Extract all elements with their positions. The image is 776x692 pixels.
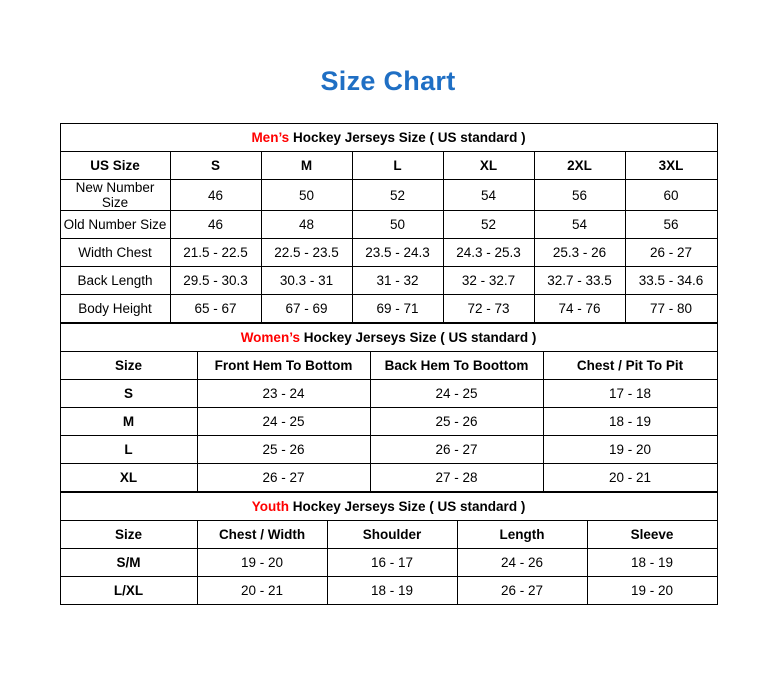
- row-label: S: [60, 380, 197, 408]
- table-cell: 77 - 80: [625, 295, 717, 323]
- row-label: L: [60, 436, 197, 464]
- youth-banner-rest: Hockey Jerseys Size ( US standard ): [288, 499, 526, 514]
- table-cell: 46: [170, 211, 261, 239]
- table-cell: 18 - 19: [543, 408, 717, 436]
- table-cell: 24.3 - 25.3: [443, 239, 534, 267]
- mens-header-cell: 2XL: [534, 152, 625, 180]
- mens-size-table: [60, 123, 718, 323]
- table-cell: 26 - 27: [197, 464, 370, 492]
- table-cell: 50: [352, 211, 443, 239]
- mens-header-cell: XL: [443, 152, 534, 180]
- table-cell: 22.5 - 23.5: [261, 239, 352, 267]
- table-row: [60, 267, 717, 295]
- mens-banner-rest: Hockey Jerseys Size ( US standard ): [289, 130, 526, 145]
- row-label: S/M: [60, 549, 197, 577]
- table-cell: 60: [625, 180, 717, 211]
- table-cell: 31 - 32: [352, 267, 443, 295]
- table-cell: 27 - 28: [370, 464, 543, 492]
- youth-size-table: [60, 492, 718, 605]
- youth-header-cell: Chest / Width: [197, 521, 327, 549]
- womens-header-cell: Size: [60, 352, 197, 380]
- mens-banner-accent: Men’s: [251, 130, 290, 145]
- table-row: [60, 436, 717, 464]
- table-cell: 25.3 - 26: [534, 239, 625, 267]
- table-row: [60, 464, 717, 492]
- table-row: [60, 295, 717, 323]
- row-label: L/XL: [60, 577, 197, 605]
- mens-header-cell: 3XL: [625, 152, 717, 180]
- table-cell: 26 - 27: [457, 577, 587, 605]
- mens-banner: [60, 124, 717, 152]
- table-cell: 19 - 20: [197, 549, 327, 577]
- table-cell: 67 - 69: [261, 295, 352, 323]
- table-cell: 20 - 21: [197, 577, 327, 605]
- table-cell: 46: [170, 180, 261, 211]
- row-label: M: [60, 408, 197, 436]
- table-cell: 30.3 - 31: [261, 267, 352, 295]
- table-cell: 54: [534, 211, 625, 239]
- table-cell: 26 - 27: [370, 436, 543, 464]
- youth-banner: [60, 493, 717, 521]
- table-cell: 18 - 19: [587, 549, 717, 577]
- size-chart-tables: [60, 123, 717, 605]
- row-label: Back Length: [60, 267, 170, 295]
- table-cell: 52: [443, 211, 534, 239]
- table-cell: 32 - 32.7: [443, 267, 534, 295]
- table-cell: 25 - 26: [370, 408, 543, 436]
- table-cell: 24 - 26: [457, 549, 587, 577]
- youth-header-cell: Sleeve: [587, 521, 717, 549]
- mens-header-cell: L: [352, 152, 443, 180]
- mens-header-cell: S: [170, 152, 261, 180]
- youth-banner-accent: Youth: [251, 499, 289, 514]
- table-header-row: [60, 352, 717, 380]
- youth-header-cell: Size: [60, 521, 197, 549]
- youth-header-cell: Shoulder: [327, 521, 457, 549]
- womens-header-cell: Chest / Pit To Pit: [543, 352, 717, 380]
- table-cell: 16 - 17: [327, 549, 457, 577]
- table-cell: 69 - 71: [352, 295, 443, 323]
- table-cell: 23 - 24: [197, 380, 370, 408]
- table-row: [60, 180, 717, 211]
- table-cell: 17 - 18: [543, 380, 717, 408]
- table-header-row: [60, 521, 717, 549]
- table-banner-row: [60, 493, 717, 521]
- row-label: Width Chest: [60, 239, 170, 267]
- table-header-row: [60, 152, 717, 180]
- table-row: [60, 549, 717, 577]
- row-label: Old Number Size: [60, 211, 170, 239]
- table-cell: 18 - 19: [327, 577, 457, 605]
- table-cell: 56: [625, 211, 717, 239]
- mens-header-cell: M: [261, 152, 352, 180]
- table-cell: 20 - 21: [543, 464, 717, 492]
- table-cell: 50: [261, 180, 352, 211]
- table-banner-row: [60, 324, 717, 352]
- table-cell: 19 - 20: [543, 436, 717, 464]
- table-row: [60, 408, 717, 436]
- table-cell: 29.5 - 30.3: [170, 267, 261, 295]
- table-row: [60, 380, 717, 408]
- table-cell: 74 - 76: [534, 295, 625, 323]
- table-cell: 26 - 27: [625, 239, 717, 267]
- row-label: New Number Size: [60, 180, 170, 211]
- table-cell: 52: [352, 180, 443, 211]
- table-cell: 72 - 73: [443, 295, 534, 323]
- table-cell: 19 - 20: [587, 577, 717, 605]
- page-title: Size Chart: [320, 66, 456, 96]
- table-cell: 33.5 - 34.6: [625, 267, 717, 295]
- womens-header-cell: Front Hem To Bottom: [197, 352, 370, 380]
- table-cell: 24 - 25: [197, 408, 370, 436]
- row-label: XL: [60, 464, 197, 492]
- row-label: Body Height: [60, 295, 170, 323]
- table-row: [60, 239, 717, 267]
- womens-banner-rest: Hockey Jerseys Size ( US standard ): [299, 330, 537, 345]
- table-cell: 65 - 67: [170, 295, 261, 323]
- mens-header-cell: US Size: [60, 152, 170, 180]
- table-cell: 48: [261, 211, 352, 239]
- table-row: [60, 577, 717, 605]
- table-cell: 56: [534, 180, 625, 211]
- table-cell: 25 - 26: [197, 436, 370, 464]
- womens-banner: [60, 324, 717, 352]
- table-row: [60, 211, 717, 239]
- womens-size-table: [60, 323, 718, 492]
- table-banner-row: [60, 124, 717, 152]
- table-cell: 24 - 25: [370, 380, 543, 408]
- table-cell: 54: [443, 180, 534, 211]
- youth-header-cell: Length: [457, 521, 587, 549]
- table-cell: 23.5 - 24.3: [352, 239, 443, 267]
- table-cell: 32.7 - 33.5: [534, 267, 625, 295]
- womens-header-cell: Back Hem To Boottom: [370, 352, 543, 380]
- womens-banner-accent: Women’s: [240, 330, 300, 345]
- table-cell: 21.5 - 22.5: [170, 239, 261, 267]
